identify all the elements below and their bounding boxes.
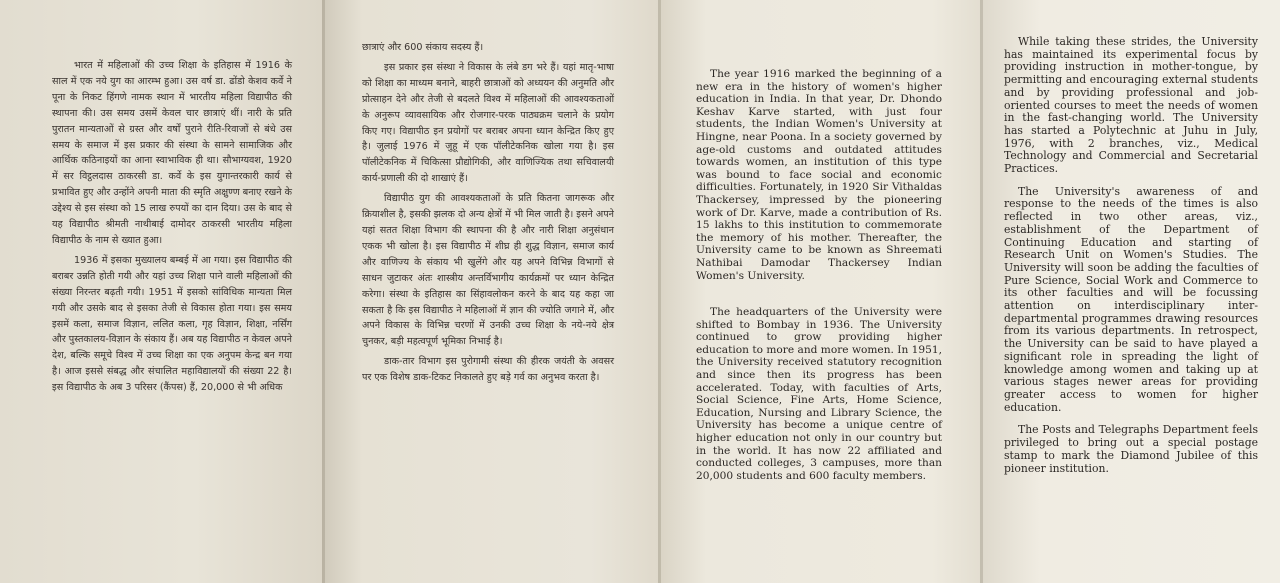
panel-english-right	[980, 0, 1280, 583]
paragraph: विद्यापीठ युग की आवश्यकताओं के प्रति कितना जागरूक और क्रियाशील है, इसकी झलक दो अन्य क्षेत्रों में भी मिल जाती है। इसने अपने यहां सतत शिक्षा विभाग की स्थापना की है और नारी शिक्षा अनुसंधान एकक भी खोला है। इस विद्यापीठ में शीघ्र ही शुद्ध विज्ञान, समाज कार्य और वाणिज्य के संकाय भी खुलेंगे और यह अपने विभिन्न विभागों से साधन जुटाकर अंतः शास्त्रीय अन्तर्विभागीय कार्यक्रमों पर ध्यान केन्द्रित करेगा। संस्था के इतिहास का सिंहावलोकन करने के बाद यह कहा जा सकता है कि इस विद्यापीठ ने महिलाओं में ज्ञान की ज्योति जगाने में, और अपने विकास के विभिन्न चरणों में उनकी उच्च शिक्षा के नये-नये क्षेत्र चुनकर, बड़ी महत्वपूर्ण भूमिका निभाई है।	[362, 193, 614, 348]
hindi-text-column-2	[362, 40, 614, 386]
paragraph: The University's awareness of and response to the needs of the times is also reflected in two other areas, viz., establishment of the Department of Continuing Education and starting of Research Unit on Women's Studies. The University will soon be adding the faculties of Pure Science, Social Work and Commerce to its other faculties and will be focussing attention on interdisciplinary inter-departmental programmes drawing resources from its various departments. In retrospect, the University can be said to have played a significant role in spreading the light of knowledge among women and taking up at various stages newer areas for providing greater access to women for higher education.	[1004, 184, 1258, 414]
paragraph: 1936 में इसका मुख्यालय बम्बई में आ गया। इस विद्यापीठ की बराबर उन्नति होती गयी और यहां उच्च शिक्षा पाने वाली महिलाओं की संख्या निरन्तर बढ़ती गयी। 1951 में इसको सांविधिक मान्यता मिल गयी और उसके बाद से इसका तेजी से विकास होता गया। इस समय इसमें कला, समाज विज्ञान, ललित कला, गृह विज्ञान, शिक्षा, नर्सिंग और पुस्तकालय-विज्ञान के संकाय हैं। अब यह विद्यापीठ न केवल अपने देश, बल्कि समूचे विश्व में उच्च शिक्षा का एक अनुपम केन्द्र बन गया है। आज इससे संबद्ध और संचालित महाविद्यालयों की संख्या 22 है। इस विद्यापीठ के अब 3 परिसर (कैंपस) हैं, 20,000 से भी अधिक	[52, 254, 293, 394]
paragraph: The Posts and Telegraphs Department feels privileged to bring out a special postage stamp to mark the Diamond Jubilee of this pioneer institution.	[1004, 423, 1258, 475]
panel-hindi-right	[322, 0, 658, 583]
paragraph: While taking these strides, the University has maintained its experimental focus by providing instruction in mother-tongue, by permitting and encouraging external students and by providing professional and job-oriented courses to meet the needs of women in the fast-changing world. The University has started a Polytechnic at Juhu in July, 1976, with 2 branches, viz., Medical Technology and Commercial and Secretarial Practices.	[1004, 35, 1258, 176]
paragraph: छात्राएं और 600 संकाय सदस्य हैं।	[362, 42, 484, 53]
panel-hindi-left	[0, 0, 322, 583]
paragraph: भारत में महिलाओं की उच्च शिक्षा के इतिहास में 1916 के साल में एक नये युग का आरम्भ हुआ। उस वर्ष डा. ढोंडो केशव कर्वे ने पूना के निकट हिंगणे नामक स्थान में भारतीय महिला विद्यापीठ की स्थापना की। उस समय उसमें केवल चार छात्राएं थीं। नारी के प्रति पुरातन मान्यताओं से ग्रस्त और वर्षों पुराने रीति-रिवाजों से बंधे उस समय के समाज में इस प्रकार की संस्था के सामने सामाजिक और आर्थिक कठिनाइयों का आना स्वाभाविक ही था। सौभाग्यवश, 1920 में सर विट्ठलदास ठाकरसी डा. कर्वे के इस युगान्तरकारी कार्य से प्रभावित हुए और उन्होंने अपनी माता की स्मृति अक्षुण्ण बनाए रखने के उद्देश्य से इस संस्था को 15 लाख रुपयों का दान दिया। उस के बाद से यह विद्यापीठ श्रीमती नाथीबाई दामोदर ठाकरसी भारतीय महिला विद्यापीठ के नाम से ख्यात हुआ।	[52, 60, 292, 246]
paragraph: डाक-तार विभाग इस पुरोगामी संस्था की हीरक जयंती के अवसर पर एक विशेष डाक-टिकट निकालते हुए बड़े गर्व का अनुभव करता है।	[362, 356, 614, 384]
fold-line	[322, 0, 325, 583]
english-text-column-1	[696, 68, 942, 482]
fold-line	[658, 0, 661, 583]
paragraph: The headquarters of the University were shifted to Bombay in 1936. The University continued to grow providing higher education to more and more women. In 1951, the University received statutory recognition and since then its progress has been accelerated. Today, with faculties of Arts, Social Science, Fine Arts, Home Science, Education, Nursing and Library Science, the University has become a unique centre of higher education not only in our country but in the world. It has now 22 affiliated and conducted colleges, 3 campuses, more than 20,000 students and 600 faculty members.	[696, 306, 942, 482]
english-text-column-2	[1004, 36, 1258, 475]
panel-english-left	[658, 0, 980, 583]
fold-line	[980, 0, 983, 583]
hindi-text-column-1	[52, 58, 292, 396]
paragraph: The year 1916 marked the beginning of a new era in the history of women's higher education in India. In that year, Dr. Dhondo Keshav Karve started, with just four students, the Indian Women's University at Hingne, near Poona. In a society governed by age-old customs and outdated attitudes towards women, an institution of this type was bound to face social and economic difficulties. Fortunately, in 1920 Sir Vithaldas Thackersey, impressed by the pioneering work of Dr. Karve, made a contribution of Rs. 15 lakhs to this institution to commemorate the memory of his mother. Thereafter, the University came to be known as Shreemati Nathibai Damodar Thackersey Indian Women's University.	[696, 68, 942, 282]
paragraph: इस प्रकार इस संस्था ने विकास के लंबे डग भरे हैं। यहां मातृ-भाषा को शिक्षा का माध्यम बनाने, बाहरी छात्राओं को अध्ययन की अनुमति और प्रोत्साहन देने और तेजी से बदलते विश्व में महिलाओं की आवश्यकताओं के अनुरूप व्यावसायिक और रोजगार-परक पाठ्यक्रम चलाने के प्रयोग किए गए। विद्यापीठ इन प्रयोगों पर बराबर अपना ध्यान केन्द्रित किए हुए है। जुलाई 1976 में जुहू में एक पॉलीटेकनिक खोला गया है। इस पॉलीटेकनिक में चिकित्सा प्रौद्योगिकी, और वाणिज्यिक तथा सचिवालयी कार्य-प्रणाली की दो शाखाएं हैं।	[362, 61, 614, 185]
